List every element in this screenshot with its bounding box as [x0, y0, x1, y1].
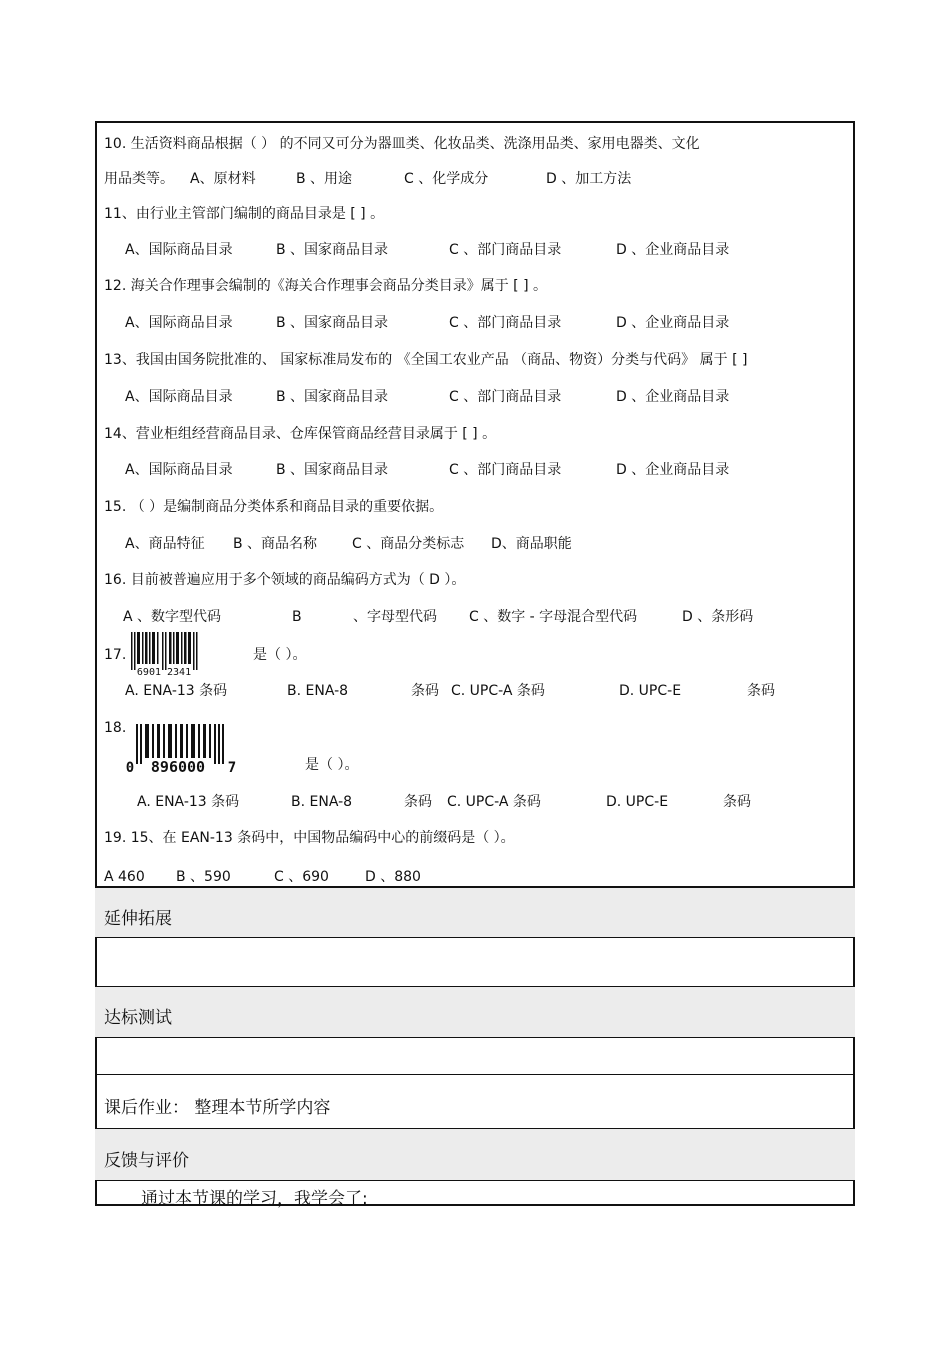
option-d: D 、880 — [365, 869, 421, 885]
option-c: C 、部门商品目录 — [449, 315, 562, 331]
question-10-stem-cont: 用品类等。 — [104, 171, 174, 187]
question-14-stem: 14、营业柜组经营商品目录、仓库保管商品经营目录属于 [ ] 。 — [104, 426, 497, 442]
option-a: A 、数字型代码 — [123, 609, 222, 625]
question-12-stem: 12. 海关合作理事会编制的《海关合作理事会商品分类目录》属于 [ ] 。 — [104, 278, 547, 294]
feedback-label: 反馈与评价 — [104, 1151, 189, 1171]
option-b: B 、国家商品目录 — [276, 389, 389, 405]
upce-barcode-image — [124, 722, 240, 776]
option-b: B — [292, 609, 302, 625]
test-label: 达标测试 — [104, 1008, 172, 1028]
option-d: D、商品职能 — [491, 536, 572, 552]
option-a: A. ENA-13 条码 — [137, 794, 240, 810]
question-15-stem: 15. （ ）是编制商品分类体系和商品目录的重要依据。 — [104, 499, 444, 515]
option-d-text: 条码 — [747, 683, 775, 699]
option-c: C 、化学成分 — [404, 171, 489, 187]
learned-row — [95, 1180, 855, 1209]
upce-barcode-right-digit: 7 — [227, 760, 237, 776]
homework-row — [95, 1074, 855, 1128]
option-a: A、国际商品目录 — [125, 462, 233, 478]
option-c: C 、690 — [274, 869, 329, 885]
option-c: C 、数字 - 字母混合型代码 — [469, 609, 638, 625]
option-a: A、国际商品目录 — [125, 315, 233, 331]
option-d-text: 条码 — [723, 794, 751, 810]
option-c: C 、部门商品目录 — [449, 242, 562, 258]
question-11-stem: 11、由行业主管部门编制的商品目录是 [ ] 。 — [104, 206, 385, 222]
question-19-stem: 19. 15、在 EAN-13 条码中，中国物品编码中心的前缀码是（ ）。 — [104, 830, 515, 846]
option-d: D. UPC-E — [619, 683, 682, 699]
option-d: D 、企业商品目录 — [616, 242, 730, 258]
option-d: D 、条形码 — [682, 609, 754, 625]
homework-label: 课后作业： 整理本节所学内容 — [104, 1098, 331, 1118]
question-18-tail: 是（ ）。 — [305, 757, 359, 773]
option-d: D 、加工方法 — [546, 171, 632, 187]
option-a: A 460 — [104, 869, 145, 885]
option-a: A、国际商品目录 — [125, 242, 233, 258]
option-b-text: 条码 — [404, 794, 432, 810]
option-b-text: 、字母型代码 — [353, 609, 437, 625]
option-d: D 、企业商品目录 — [616, 315, 730, 331]
extension-section-header — [95, 886, 855, 937]
question-17-number: 17. — [104, 647, 127, 663]
option-c: C. UPC-A 条码 — [451, 683, 545, 699]
option-c: C. UPC-A 条码 — [447, 794, 541, 810]
option-c: C 、部门商品目录 — [449, 462, 562, 478]
ean8-barcode-image — [127, 630, 207, 678]
upce-barcode-digits: 896000 — [150, 758, 206, 776]
learned-label: 通过本节课的学习，我学会了: — [141, 1189, 368, 1209]
upce-barcode-left-digit: 0 — [125, 760, 135, 776]
option-c: C 、商品分类标志 — [352, 536, 465, 552]
option-b: B. ENA-8 — [291, 794, 353, 810]
test-section-header — [95, 986, 855, 1037]
option-b: B 、用途 — [296, 171, 353, 187]
option-d: D. UPC-E — [606, 794, 669, 810]
option-a: A、国际商品目录 — [125, 389, 233, 405]
option-b: B 、国家商品目录 — [276, 315, 389, 331]
question-13-stem: 13、我国由国务院批准的、 国家标准局发布的 《全国工农业产品 （商品、物资）分类与代码》 属于 [ ] — [104, 352, 748, 368]
question-18-number: 18. — [104, 720, 127, 736]
option-a: A、商品特征 — [125, 536, 205, 552]
ean8-barcode-digits: 6901 2341 — [136, 667, 192, 678]
option-d: D 、企业商品目录 — [616, 462, 730, 478]
test-content — [95, 1037, 855, 1074]
feedback-section-header — [95, 1128, 855, 1180]
option-c: C 、部门商品目录 — [449, 389, 562, 405]
option-b: B 、国家商品目录 — [276, 462, 389, 478]
option-b: B 、国家商品目录 — [276, 242, 389, 258]
option-d: D 、企业商品目录 — [616, 389, 730, 405]
option-b-text: 条码 — [411, 683, 439, 699]
extension-content — [95, 937, 855, 986]
extension-label: 延伸拓展 — [104, 909, 172, 929]
option-a: A、原材料 — [190, 171, 256, 187]
question-17-tail: 是（ ）。 — [253, 647, 307, 663]
option-b: B 、590 — [176, 869, 231, 885]
question-16-stem: 16. 目前被普遍应用于多个领域的商品编码方式为（ D ）。 — [104, 572, 466, 588]
option-b: B. ENA-8 — [287, 683, 349, 699]
option-b: B 、商品名称 — [233, 536, 318, 552]
question-10-stem: 10. 生活资料商品根据（ ） 的不同又可分为器皿类、化妆品类、洗涤用品类、家用电器类、文化 — [104, 136, 700, 152]
option-a: A. ENA-13 条码 — [125, 683, 228, 699]
